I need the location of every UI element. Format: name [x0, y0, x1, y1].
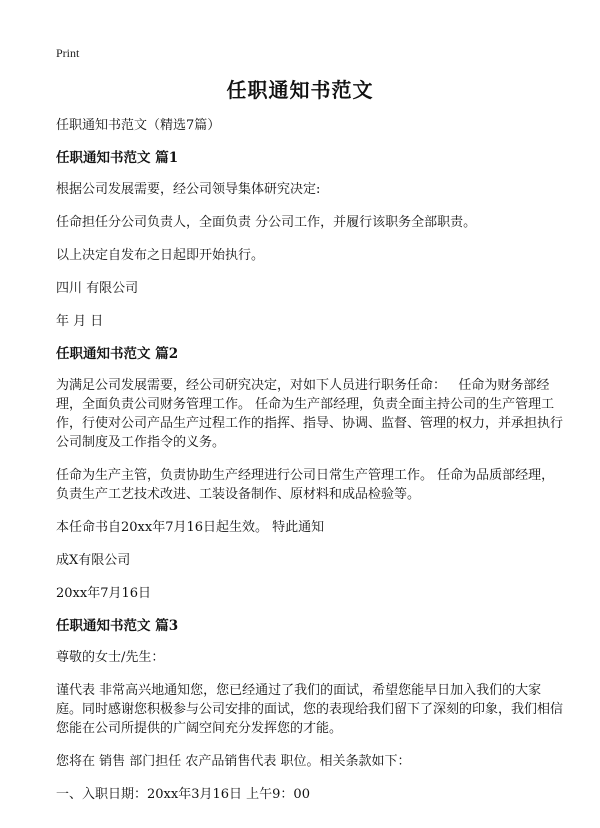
paragraph: 谨代表 非常高兴地通知您，您已经通过了我们的面试，希望您能早日加入我们的大家庭。同时感谢您积极参与公司安排的面试，您的表现给我们留下了深刻的印象，我们相信您能在公司所提供的广阔空间充分发挥您的才能。 — [56, 683, 564, 736]
document-body — [56, 116, 564, 814]
paragraph: 尊敬的女士/先生： — [56, 650, 165, 665]
paragraph: 根据公司发展需要，经公司领导集体研究决定: — [56, 182, 321, 197]
document-subtitle: 任职通知书范文（精选7篇） — [56, 118, 221, 133]
paragraph: 成X有限公司 — [56, 553, 131, 568]
paragraph: 20xx年7月16日 — [56, 586, 152, 601]
section-heading-1: 任职通知书范文 篇1 — [56, 150, 179, 166]
section-heading-2: 任职通知书范文 篇2 — [56, 346, 179, 362]
paragraph: 一、入职日期：20xx年3月16日 上午9：00 — [56, 787, 310, 802]
print-label[interactable]: Print — [56, 46, 80, 60]
paragraph: 四川 有限公司 — [56, 281, 139, 296]
page-title: 任职通知书范文 — [226, 78, 374, 102]
paragraph: 本任命书自20xx年7月16日起生效。 特此通知 — [56, 520, 325, 535]
paragraph: 年 月 日 — [56, 314, 104, 329]
paragraph: 任命担任分公司负责人，全面负责 分公司工作，并履行该职务全部职责。 — [56, 215, 477, 230]
section-heading-3: 任职通知书范文 篇3 — [56, 618, 179, 634]
paragraph: 您将在 销售 部门担任 农产品销售代表 职位。相关条款如下： — [56, 754, 411, 769]
paragraph: 以上决定自发布之日起即开始执行。 — [56, 248, 265, 263]
paragraph: 为满足公司发展需要，经公司研究决定，对如下人员进行职务任命： 任命为财务部经理，全面负责公司财务管理工作。 任命为生产部经理，负责全面主持公司的生产管理工作，行使对公司产品生产过程工作的指挥、指导、协调、监督、管理的权力，并承担执行公司制度及工作指令的义务。 — [56, 378, 564, 450]
paragraph: 任命为生产主管，负责协助生产经理进行公司日常生产管理工作。 任命为品质部经理，负责生产工艺技术改进、工装设备制作、原材料和成品检验等。 — [56, 468, 555, 502]
